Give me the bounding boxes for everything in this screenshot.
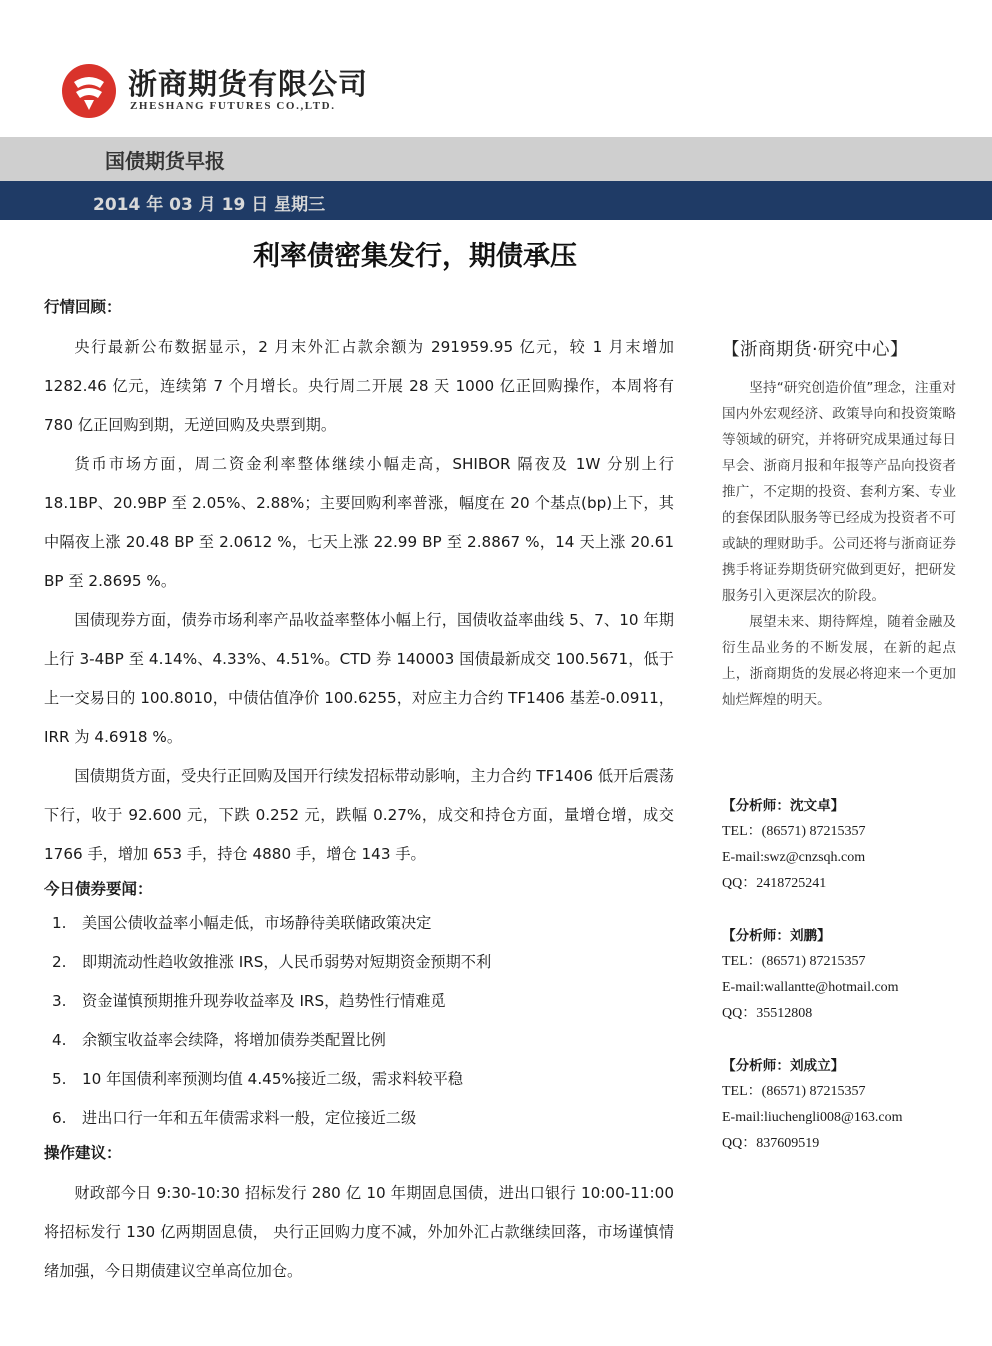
advice-paragraph: 财政部今日 9:30-10:30 招标发行 280 亿 10 年期固息国债，进出口银行 10:00-11:00 将招标发行 130 亿两期固息债， 央行正回购力度不减，外加外汇占款继续回落，市场谨慎情绪加强，今日期债建议空单高位加仓。 [44, 1184, 674, 1280]
analyst-email: E-mail:wallantte@hotmail.com [722, 980, 899, 995]
report-type-band [0, 137, 992, 181]
list-item-text: 10 年国债利率预测均值 4.45%接近二级，需求料较平稳 [82, 1070, 463, 1088]
list-item [44, 1099, 674, 1138]
list-item [44, 982, 674, 1021]
list-item-number: 2. [52, 953, 67, 971]
list-item-text: 余额宝收益率会续降，将增加债券类配置比例 [82, 1031, 386, 1049]
list-item [44, 943, 674, 982]
analyst-email: E-mail:swz@cnzsqh.com [722, 850, 866, 865]
bond-news-heading: 今日债券要闻： [44, 880, 153, 898]
analyst-qq: QQ：837609519 [722, 1136, 820, 1151]
list-item [44, 1021, 674, 1060]
analyst-card [722, 1053, 972, 1157]
sidebar-title: 【浙商期货·研究中心】 [722, 340, 909, 360]
list-item-text: 即期流动性趋收敛推涨 IRS，人民币弱势对短期资金预期不利 [82, 953, 492, 971]
list-item-number: 1. [52, 914, 67, 932]
list-item-text: 资金谨慎预期推升现券收益率及 IRS，趋势性行情难觅 [82, 992, 446, 1010]
market-review-paragraph: 国债现券方面，债券市场利率产品收益率整体小幅上行，国债收益率曲线 5、7、10 年期上行 3-4BP 至 4.14%、4.33%、4.51%。CTD 券 140003 国债最新成交 100.5671，低于上一交易日的 100.8010，中债估值净价 100.6255，对应主力合约 TF1406 基差-0.0911，IRR 为 4.6918 %。 [44, 611, 674, 746]
list-item-number: 4. [52, 1031, 67, 1049]
company-name-en: ZHESHANG FUTURES CO.,LTD. [130, 100, 336, 112]
list-item [44, 1060, 674, 1099]
report-type: 国债期货早报 [105, 149, 225, 173]
list-item-number: 5. [52, 1070, 67, 1088]
list-item-text: 美国公债收益率小幅走低，市场静待美联储政策决定 [82, 914, 432, 932]
analyst-qq: QQ：35512808 [722, 1006, 813, 1021]
report-date-band [0, 181, 992, 220]
market-review-paragraph: 国债期货方面，受央行正回购及国开行续发招标带动影响，主力合约 TF1406 低开后震荡下行，收于 92.600 元，下跌 0.252 元，跌幅 0.27%，成交和持仓方面，量增仓增，成交 1766 手，增加 653 手，持仓 4880 手，增仓 143 手。 [44, 767, 674, 863]
analyst-card [722, 923, 972, 1027]
sidebar [722, 336, 956, 713]
company-logo [60, 58, 369, 128]
analyst-tel: TEL：(86571) 87215357 [722, 1084, 866, 1099]
list-item-number: 6. [52, 1109, 67, 1127]
analyst-name: 【分析师：沈文卓】 [722, 798, 845, 814]
analyst-contacts [722, 793, 972, 1183]
bond-news-list [44, 904, 674, 1138]
market-review-paragraph: 央行最新公布数据显示，2 月末外汇占款余额为 291959.95 亿元，较 1 月末增加 1282.46 亿元，连续第 7 个月增长。央行周二开展 28 天 1000 亿正回购操作，本周将有 780 亿正回购到期，无逆回购及央票到期。 [44, 338, 674, 434]
advice-heading: 操作建议： [44, 1144, 122, 1162]
analyst-email: E-mail:liuchengli008@163.com [722, 1110, 903, 1125]
list-item-text: 进出口行一年和五年债需求料一般，定位接近二级 [82, 1109, 417, 1127]
company-name-cn: 浙商期货有限公司 [128, 67, 369, 101]
company-logo-icon [60, 62, 118, 120]
market-review-heading: 行情回顾： [44, 298, 122, 316]
analyst-name: 【分析师：刘成立】 [722, 1058, 845, 1074]
sidebar-paragraph: 坚持“研究创造价值”理念，注重对国内外宏观经济、政策导向和投资策略等领域的研究，并将研究成果通过每日早会、浙商月报和年报等产品向投资者推广，不定期的投资、套利方案、专业的套保团队服务等已经成为投资者不可或缺的理财助手。公司还将与浙商证券携手将证券期货研究做到更好，把研发服务引入更深层次的阶段。 [722, 380, 956, 604]
analyst-tel: TEL：(86571) 87215357 [722, 824, 866, 839]
sidebar-paragraph: 展望未来、期待辉煌，随着金融及衍生品业务的不断发展，在新的起点上，浙商期货的发展必将迎来一个更加灿烂辉煌的明天。 [722, 614, 956, 708]
market-review-paragraph: 货币市场方面，周二资金利率整体继续小幅走高，SHIBOR 隔夜及 1W 分别上行 18.1BP、20.9BP 至 2.05%、2.88%；主要回购利率普涨，幅度在 20 个基点(bp)上下，其中隔夜上涨 20.48 BP 至 2.0612 %，七天上涨 22.99 BP 至 2.8867 %，14 天上涨 20.61 BP 至 2.8695 %。 [44, 455, 674, 590]
report-date: 2014 年 03 月 19 日 星期三 [93, 195, 326, 215]
analyst-tel: TEL：(86571) 87215357 [722, 954, 866, 969]
list-item-number: 3. [52, 992, 67, 1010]
list-item [44, 904, 674, 943]
main-content [44, 292, 674, 1291]
analyst-name: 【分析师：刘鹏】 [722, 928, 831, 944]
analyst-card [722, 793, 972, 897]
report-headline: 利率债密集发行，期债承压 [253, 241, 577, 272]
analyst-qq: QQ：2418725241 [722, 876, 827, 891]
